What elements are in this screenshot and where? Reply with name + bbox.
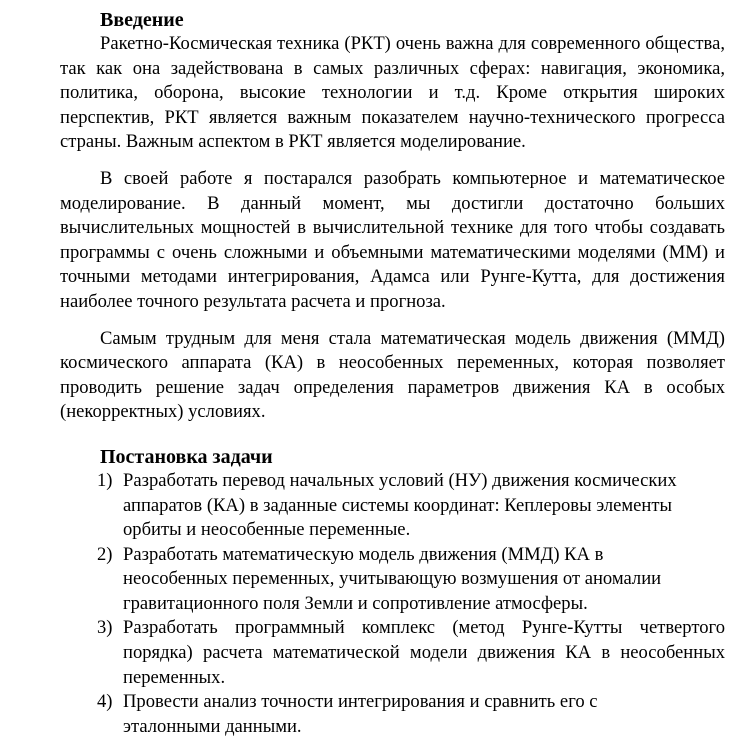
item-number: 3) [97,617,113,639]
item-number: 4) [97,691,113,713]
intro-paragraph: В своей работе я постарался разобрать компьютерное и математическое моделирование. В данный момент, мы достигли достаточно больших вычислительных мощностей в вычислительной технике для того чтобы создавать программы с очень сложными и объемными математическими моделями (ММ) и точными методами интегрирования, Адамса или Рунге-Кутта, для достижения наиболее точного результата расчета и прогноза. [60,167,725,312]
document-page [60,8,725,739]
intro-paragraph: Самым трудным для меня стала математическая модель движения (ММД) космического аппарата (КА) в неособенных переменных, которая позволяет проводить решение задач определения параметров движения КА в особых (некорректных) условиях. [60,327,725,423]
task-list-item [60,690,663,739]
task-list [60,469,725,740]
item-text: Разработать перевод начальных условий (НУ) движения космических аппаратов (КА) в заданные системы координат: Кеплеровы элементы орбиты и неособенные переменные. [123,469,677,541]
task-list-item [60,616,725,690]
item-text: Разработать математическую модель движения (ММД) КА в неособенных переменных, учитывающую возмушения от аномалии гравитационного поля Земли и сопротивление атмосферы. [123,543,662,614]
task-list-item [60,543,683,617]
item-number: 1) [97,469,113,491]
task-heading: Постановка задачи [100,445,273,468]
task-list-item [60,469,723,543]
item-number: 2) [97,543,113,565]
intro-heading: Введение [100,9,184,31]
item-text: Разработать программный комплекс (метод Рунге-Кутты четвертого порядка) расчета математической модели движения КА в неособенных переменных. [123,617,725,688]
item-text: Провести анализ точности интегрирования и сравнить его с эталонными данными. [123,691,598,737]
intro-paragraph: Ракетно-Космическая техника (РКТ) очень важна для современного общества, так как она задействована в самых различных сферах: навигация, экономика, политика, оборона, высокие технологии и т.д. Кроме открытия широких перспектив, РКТ является важным показателем научно-технического прогресса страны. Важным аспектом в РКТ является моделирование. [60,33,725,153]
